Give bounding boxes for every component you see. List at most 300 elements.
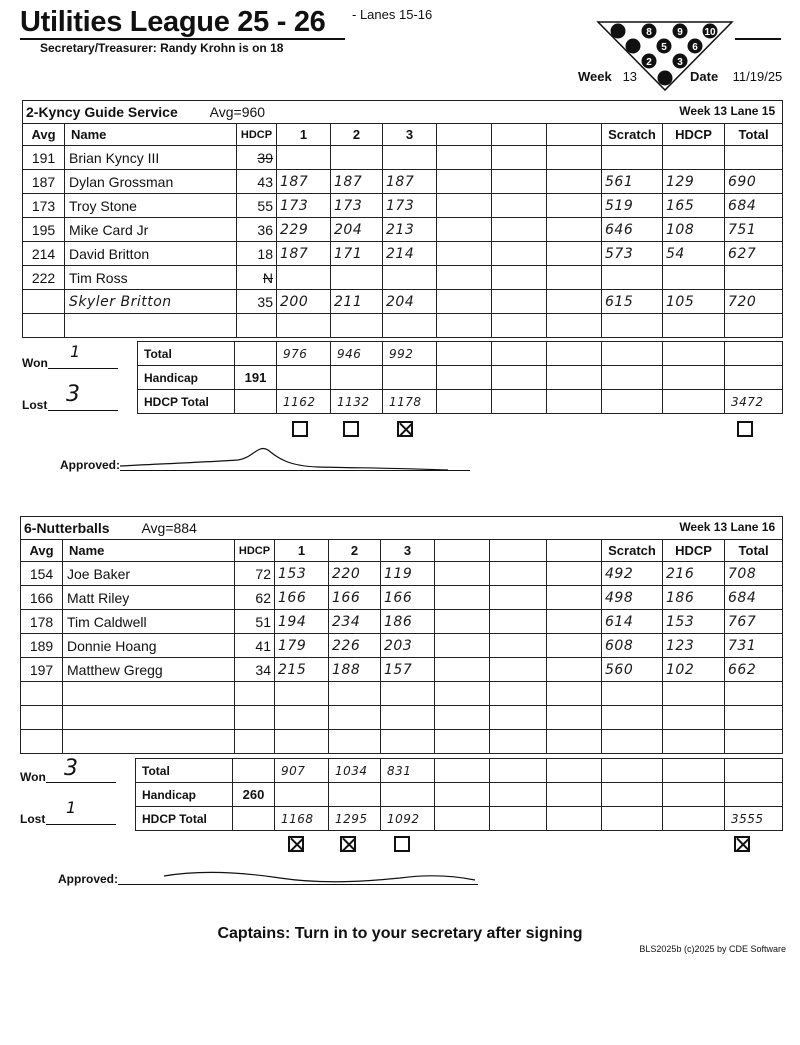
game-3-score: 166 — [381, 586, 435, 610]
blank-cell — [235, 390, 277, 414]
blank-cell — [435, 610, 490, 634]
column-header-row — [23, 124, 783, 146]
game-3-score: 213 — [383, 218, 437, 242]
player-hdcp: 35 — [237, 290, 277, 314]
col-game-3: 3 — [383, 124, 437, 146]
handicap-total — [663, 730, 725, 754]
player-row — [23, 194, 783, 218]
blank-cell — [602, 390, 663, 414]
scratch-total: 519 — [602, 194, 663, 218]
blank-cell — [492, 146, 547, 170]
player-hdcp: 62 — [235, 586, 275, 610]
date-label: Date — [690, 69, 719, 84]
secretary-line: Secretary/Treasurer: Randy Krohn is on 18 — [40, 41, 284, 55]
blank-cell — [602, 366, 663, 390]
player-avg: 154 — [21, 562, 63, 586]
game-3-score — [383, 266, 437, 290]
scratch-total: 614 — [602, 610, 663, 634]
player-hdcp: 34 — [235, 658, 275, 682]
game-2-score: 187 — [331, 170, 383, 194]
player-hdcp — [237, 314, 277, 338]
hdcp-total-label: HDCP Total — [138, 390, 235, 414]
lost-line — [46, 824, 116, 825]
player-avg — [23, 290, 65, 314]
series-total: 684 — [725, 586, 783, 610]
team-average: Avg=884 — [141, 520, 197, 536]
blank-cell — [663, 342, 725, 366]
blank-cell — [547, 242, 602, 266]
team-title-row — [21, 517, 783, 540]
blank-cell — [437, 146, 492, 170]
scratch-total: 615 — [602, 290, 663, 314]
game-3-score — [381, 682, 435, 706]
player-hdcp: N — [237, 266, 277, 290]
blank-cell — [435, 586, 490, 610]
player-row — [21, 658, 783, 682]
game-1-score — [275, 730, 329, 754]
blank-cell — [492, 194, 547, 218]
week-value: 13 — [622, 69, 638, 84]
week-label: Week — [578, 69, 612, 84]
handicap-value: 191 — [235, 366, 277, 390]
game-3-win-checkbox[interactable] — [397, 421, 413, 437]
captain-signature — [160, 864, 480, 890]
blank-cell — [490, 682, 547, 706]
series-win-checkbox[interactable] — [734, 836, 750, 852]
blank-cell — [547, 658, 602, 682]
game-3-score: 203 — [381, 634, 435, 658]
game-3-score: 186 — [381, 610, 435, 634]
handicap-total: 108 — [663, 218, 725, 242]
hdcp-total-series: 3555 — [725, 807, 783, 831]
blank-cell — [492, 366, 547, 390]
blank-cell — [437, 366, 492, 390]
blank-cell — [329, 783, 381, 807]
player-row — [21, 562, 783, 586]
hdcp-total-game-1: 1162 — [277, 390, 331, 414]
series-total: 720 — [725, 290, 783, 314]
player-hdcp: 36 — [237, 218, 277, 242]
blank-cell — [547, 342, 602, 366]
game-3-score: 157 — [381, 658, 435, 682]
lost-value: 1 — [66, 798, 77, 817]
blank-cell — [275, 783, 329, 807]
team-name: 6-Nutterballs — [24, 520, 110, 536]
lost-value: 3 — [66, 382, 80, 407]
blank-cell — [663, 390, 725, 414]
handicap-total: 186 — [663, 586, 725, 610]
blank-cell — [492, 314, 547, 338]
player-hdcp — [235, 706, 275, 730]
col-game-2: 2 — [331, 124, 383, 146]
scratch-total: 560 — [602, 658, 663, 682]
handicap-total — [663, 266, 725, 290]
blank-cell — [547, 682, 602, 706]
player-hdcp: 43 — [237, 170, 277, 194]
player-name: Tim Caldwell — [63, 610, 235, 634]
game-3-score: 187 — [383, 170, 437, 194]
game-2-score: 204 — [331, 218, 383, 242]
blank-cell — [490, 610, 547, 634]
lanes-label: - Lanes 15-16 — [352, 7, 433, 22]
player-name: Matt Riley — [63, 586, 235, 610]
blank-cell — [547, 783, 602, 807]
total-hdcp-cell — [233, 759, 275, 783]
game-3-score — [383, 146, 437, 170]
game-2-win-checkbox[interactable] — [343, 421, 359, 437]
blank-cell — [490, 706, 547, 730]
total-game-3: 992 — [383, 342, 437, 366]
game-2-score — [329, 730, 381, 754]
blank-cell — [435, 783, 490, 807]
col-scratch: Scratch — [602, 124, 663, 146]
team-2-totals — [135, 758, 783, 831]
game-3-score: 119 — [381, 562, 435, 586]
blank-cell — [602, 807, 663, 831]
player-avg — [23, 314, 65, 338]
lost-label: Lost — [20, 812, 46, 826]
date-value: 11/19/25 — [732, 69, 783, 84]
hdcp-total-game-3: 1092 — [381, 807, 435, 831]
pin-label: 9 — [677, 27, 683, 38]
game-2-score: 211 — [331, 290, 383, 314]
player-avg — [21, 730, 63, 754]
game-2-score: 166 — [329, 586, 381, 610]
game-1-score — [277, 314, 331, 338]
series-total: 627 — [725, 242, 783, 266]
handicap-total: 129 — [663, 170, 725, 194]
blank-cell — [547, 314, 602, 338]
won-value: 3 — [64, 756, 78, 781]
game-2-score: 173 — [331, 194, 383, 218]
blank-cell — [437, 170, 492, 194]
blank-cell — [492, 266, 547, 290]
scratch-total — [602, 146, 663, 170]
blank-cell — [490, 807, 547, 831]
player-name — [63, 682, 235, 706]
player-row — [21, 730, 783, 754]
blank-cell — [490, 562, 547, 586]
scratch-total — [602, 266, 663, 290]
player-avg: 178 — [21, 610, 63, 634]
scratch-total: 646 — [602, 218, 663, 242]
game-2-score — [331, 266, 383, 290]
hdcp-total-series: 3472 — [725, 390, 783, 414]
col-name: Name — [65, 124, 237, 146]
blank-cell — [725, 342, 783, 366]
week-lane: Week 13 Lane 16 — [679, 520, 776, 534]
total-row — [138, 342, 783, 366]
blank-cell — [547, 266, 602, 290]
blank-cell — [435, 759, 490, 783]
team-1-scoresheet — [22, 100, 783, 338]
scratch-total — [602, 730, 663, 754]
col-blank — [492, 124, 547, 146]
total-hdcp-cell — [235, 342, 277, 366]
approved-label: Approved: — [60, 458, 120, 472]
series-total: 731 — [725, 634, 783, 658]
player-hdcp: 18 — [237, 242, 277, 266]
pin-1 — [658, 71, 673, 86]
game-3-score — [383, 314, 437, 338]
game-3-score: 214 — [383, 242, 437, 266]
blank-cell — [490, 634, 547, 658]
game-2-score — [331, 146, 383, 170]
series-win-checkbox[interactable] — [737, 421, 753, 437]
blank-cell — [547, 146, 602, 170]
col-scratch: Scratch — [602, 540, 663, 562]
player-row — [23, 170, 783, 194]
blank-cell — [437, 266, 492, 290]
total-game-1: 907 — [275, 759, 329, 783]
scratch-total: 573 — [602, 242, 663, 266]
captain-signature — [118, 440, 458, 476]
blank-cell — [490, 586, 547, 610]
total-label: Total — [136, 759, 233, 783]
player-name — [65, 314, 237, 338]
game-1-score — [275, 682, 329, 706]
game-3-score — [381, 730, 435, 754]
blank-cell — [490, 759, 547, 783]
blank-cell — [602, 783, 663, 807]
game-1-score: 200 — [277, 290, 331, 314]
handicap-label: Handicap — [138, 366, 235, 390]
col-hdcp: HDCP — [235, 540, 275, 562]
player-avg: 187 — [23, 170, 65, 194]
player-hdcp — [235, 682, 275, 706]
blank-cell — [331, 366, 383, 390]
scratch-total — [602, 706, 663, 730]
series-total: 767 — [725, 610, 783, 634]
blank-cell — [547, 366, 602, 390]
hdcp-total-game-2: 1132 — [331, 390, 383, 414]
column-header-row — [21, 540, 783, 562]
blank-cell — [492, 242, 547, 266]
copyright: BLS2025b (c)2025 by CDE Software — [639, 944, 786, 954]
player-avg: 197 — [21, 658, 63, 682]
handicap-row — [138, 366, 783, 390]
hdcp-total-row — [136, 807, 783, 831]
player-avg: 222 — [23, 266, 65, 290]
col-blank — [547, 124, 602, 146]
blank-cell — [547, 759, 602, 783]
total-game-2: 946 — [331, 342, 383, 366]
blank-cell — [663, 366, 725, 390]
blank-cell — [725, 783, 783, 807]
blank-cell — [437, 242, 492, 266]
player-avg — [21, 682, 63, 706]
game-1-score: 215 — [275, 658, 329, 682]
player-name: Dylan Grossman — [65, 170, 237, 194]
team-2-scoresheet — [20, 516, 783, 754]
handicap-value: 260 — [233, 783, 275, 807]
scratch-total: 608 — [602, 634, 663, 658]
won-line — [46, 782, 116, 783]
game-1-score — [277, 266, 331, 290]
approved-label: Approved: — [58, 872, 118, 886]
blank-cell — [435, 807, 490, 831]
game-3-score: 204 — [383, 290, 437, 314]
blank-cell — [547, 586, 602, 610]
blank-cell — [383, 366, 437, 390]
player-name: Tim Ross — [65, 266, 237, 290]
blank-cell — [435, 634, 490, 658]
footer-instructions: Captains: Turn in to your secretary after signing — [217, 925, 583, 942]
blank-cell — [490, 783, 547, 807]
player-hdcp: 72 — [235, 562, 275, 586]
date-field — [690, 69, 782, 84]
col-game-3: 3 — [381, 540, 435, 562]
blank-cell — [492, 170, 547, 194]
pin-label: 6 — [692, 42, 698, 53]
player-row — [21, 586, 783, 610]
league-title: Utilities League 25 - 26 — [20, 6, 326, 38]
blank-cell — [547, 706, 602, 730]
blank-cell — [490, 658, 547, 682]
series-total — [725, 730, 783, 754]
player-hdcp — [235, 730, 275, 754]
game-3-win-checkbox[interactable] — [394, 836, 410, 852]
lost-line — [48, 410, 118, 411]
game-1-score: 179 — [275, 634, 329, 658]
handicap-row — [136, 783, 783, 807]
game-1-score: 187 — [277, 170, 331, 194]
blank-cell — [547, 562, 602, 586]
series-total: 684 — [725, 194, 783, 218]
player-avg: 166 — [21, 586, 63, 610]
player-name — [63, 706, 235, 730]
player-row — [23, 290, 783, 314]
player-row — [21, 682, 783, 706]
player-avg: 214 — [23, 242, 65, 266]
lost-label: Lost — [22, 398, 48, 412]
player-avg: 173 — [23, 194, 65, 218]
total-game-1: 976 — [277, 342, 331, 366]
series-total: 690 — [725, 170, 783, 194]
series-total — [725, 314, 783, 338]
blank-cell — [663, 783, 725, 807]
player-row — [23, 266, 783, 290]
scratch-total — [602, 682, 663, 706]
col-avg: Avg — [23, 124, 65, 146]
game-1-score: 153 — [275, 562, 329, 586]
team-title-row — [23, 101, 783, 124]
total-game-3: 831 — [381, 759, 435, 783]
blank-cell — [381, 783, 435, 807]
blank-cell — [492, 218, 547, 242]
col-game-1: 1 — [275, 540, 329, 562]
handicap-total: 54 — [663, 242, 725, 266]
game-1-score: 173 — [277, 194, 331, 218]
pin-label: 5 — [661, 42, 667, 53]
pin-4 — [626, 39, 641, 54]
col-blank — [437, 124, 492, 146]
blank-cell — [437, 314, 492, 338]
blank-cell — [725, 759, 783, 783]
blank-cell — [547, 807, 602, 831]
team-average: Avg=960 — [209, 104, 266, 120]
blank-cell — [602, 342, 663, 366]
game-2-score — [329, 682, 381, 706]
game-2-win-checkbox[interactable] — [340, 836, 356, 852]
handicap-total: 165 — [663, 194, 725, 218]
won-label: Won — [22, 356, 48, 370]
player-name: Matthew Gregg — [63, 658, 235, 682]
pin-7 — [611, 24, 626, 39]
game-1-score: 229 — [277, 218, 331, 242]
col-game-2: 2 — [329, 540, 381, 562]
hdcp-total-game-3: 1178 — [383, 390, 437, 414]
game-1-win-checkbox[interactable] — [292, 421, 308, 437]
blank-cell — [437, 194, 492, 218]
game-1-score — [277, 146, 331, 170]
handicap-total — [663, 314, 725, 338]
col-total: Total — [725, 540, 783, 562]
player-avg: 195 — [23, 218, 65, 242]
player-hdcp: 55 — [237, 194, 277, 218]
game-3-score: 173 — [383, 194, 437, 218]
series-total: 662 — [725, 658, 783, 682]
game-1-score: 166 — [275, 586, 329, 610]
series-total: 751 — [725, 218, 783, 242]
week-field — [578, 69, 637, 84]
blank-cell — [492, 342, 547, 366]
hdcp-total-game-2: 1295 — [329, 807, 381, 831]
total-game-2: 1034 — [329, 759, 381, 783]
player-avg: 189 — [21, 634, 63, 658]
scratch-total: 498 — [602, 586, 663, 610]
series-total — [725, 706, 783, 730]
pin-label: 8 — [646, 27, 652, 38]
col-hdcp-2: HDCP — [663, 540, 725, 562]
game-2-score: 220 — [329, 562, 381, 586]
total-row — [136, 759, 783, 783]
game-1-win-checkbox[interactable] — [288, 836, 304, 852]
blank-cell — [437, 290, 492, 314]
player-name: David Britton — [65, 242, 237, 266]
player-hdcp: 51 — [235, 610, 275, 634]
player-row — [23, 146, 783, 170]
blank-cell — [435, 562, 490, 586]
hdcp-total-game-1: 1168 — [275, 807, 329, 831]
player-name: Donnie Hoang — [63, 634, 235, 658]
blank-cell — [233, 807, 275, 831]
blank-cell — [435, 706, 490, 730]
game-2-score: 234 — [329, 610, 381, 634]
won-label: Won — [20, 770, 46, 784]
blank-cell — [547, 610, 602, 634]
header-rule-right — [735, 38, 781, 40]
player-avg — [21, 706, 63, 730]
player-name: Troy Stone — [65, 194, 237, 218]
handicap-total — [663, 146, 725, 170]
series-total: 708 — [725, 562, 783, 586]
team-name: 2-Kyncy Guide Service — [26, 104, 178, 120]
col-blank — [547, 540, 602, 562]
series-total — [725, 146, 783, 170]
handicap-total: 216 — [663, 562, 725, 586]
pin-label: 3 — [677, 57, 683, 68]
blank-cell — [547, 390, 602, 414]
game-2-score — [329, 706, 381, 730]
blank-cell — [437, 390, 492, 414]
blank-cell — [547, 730, 602, 754]
player-row — [21, 706, 783, 730]
pin-label: 10 — [704, 27, 716, 38]
blank-cell — [435, 682, 490, 706]
blank-cell — [435, 658, 490, 682]
blank-cell — [437, 342, 492, 366]
